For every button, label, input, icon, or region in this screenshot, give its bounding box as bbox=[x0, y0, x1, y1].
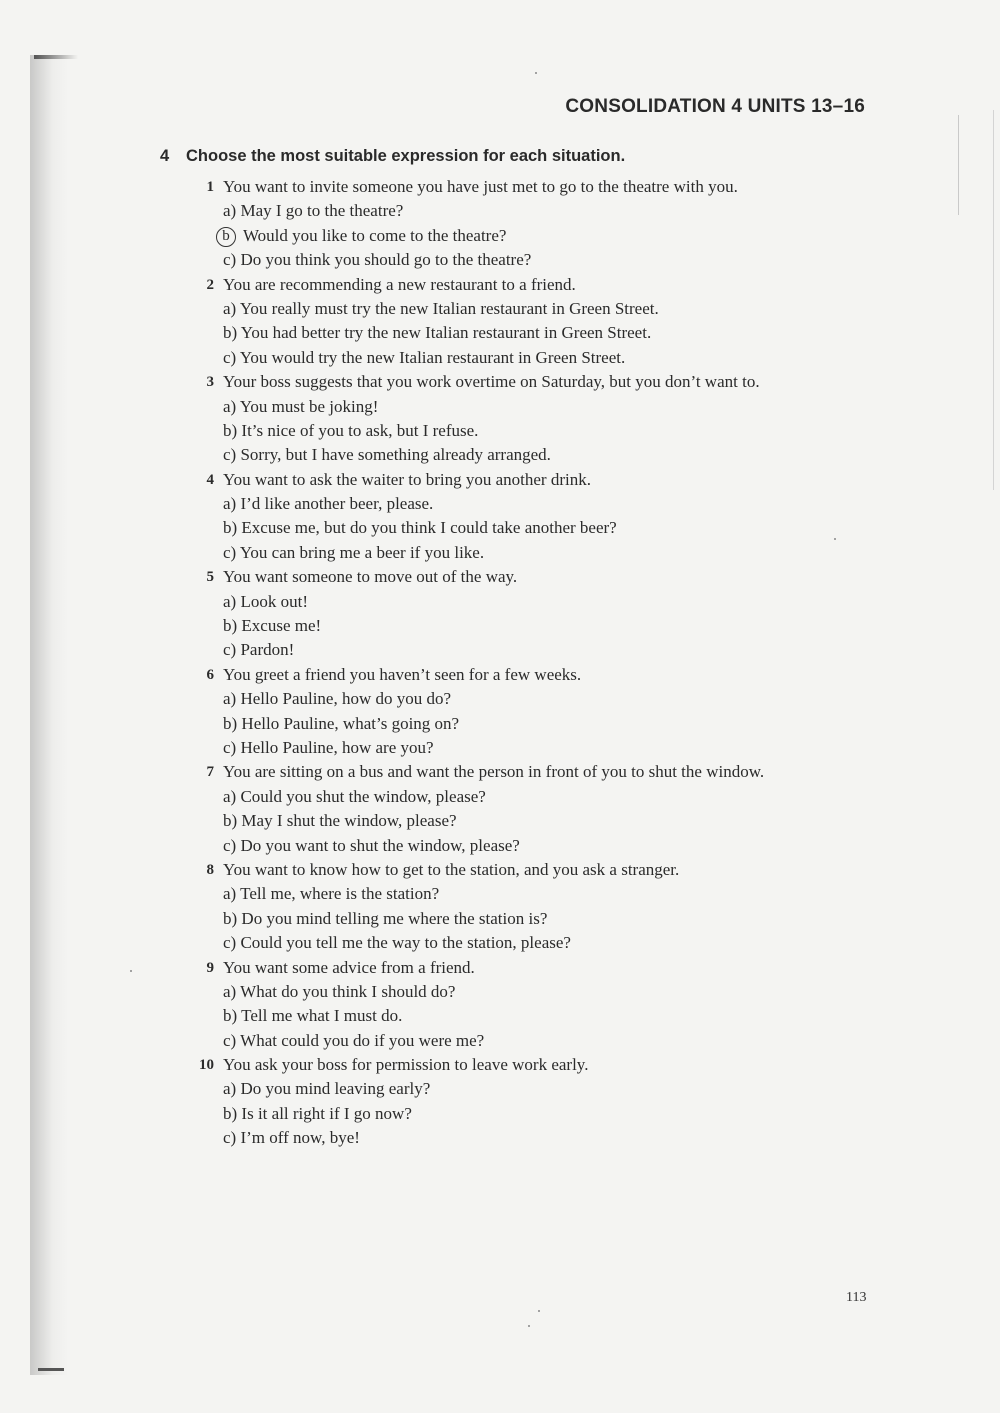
answer-option bbox=[223, 834, 520, 858]
option-text: You would try the new Italian restaurant in Green Street. bbox=[239, 347, 626, 367]
option-letter: c) bbox=[223, 542, 237, 562]
option-line bbox=[190, 541, 910, 565]
answer-option bbox=[223, 1102, 412, 1126]
option-line bbox=[190, 346, 910, 370]
option-line bbox=[190, 687, 910, 711]
question-item bbox=[190, 273, 910, 371]
question-text: You want to know how to get to the station, and you ask a stranger. bbox=[223, 859, 680, 879]
option-line bbox=[190, 736, 910, 760]
option-line bbox=[190, 395, 910, 419]
option-line bbox=[190, 492, 910, 516]
circled-answer-letter: b bbox=[216, 227, 236, 247]
exercise-number: 4 bbox=[160, 147, 170, 165]
answer-option bbox=[223, 687, 451, 711]
option-text: You really must try the new Italian restaurant in Green Street. bbox=[239, 298, 659, 318]
question-text: You are sitting on a bus and want the person in front of you to shut the window. bbox=[223, 762, 765, 782]
question-line bbox=[190, 1053, 910, 1077]
option-text: You must be joking! bbox=[239, 396, 379, 416]
answer-option bbox=[223, 199, 403, 223]
option-text: Do you mind leaving early? bbox=[240, 1079, 431, 1099]
option-letter: c) bbox=[223, 640, 237, 660]
answer-option bbox=[223, 248, 531, 272]
answer-option bbox=[223, 931, 571, 955]
option-letter: c) bbox=[223, 347, 237, 367]
option-text: Hello Pauline, what’s going on? bbox=[241, 713, 460, 733]
option-text: Hello Pauline, how are you? bbox=[240, 737, 434, 757]
option-line bbox=[190, 1126, 910, 1150]
question-list bbox=[190, 175, 910, 1151]
option-line bbox=[190, 1102, 910, 1126]
option-text: Do you think you should go to the theatre? bbox=[240, 250, 532, 270]
answer-option bbox=[223, 419, 478, 443]
option-text: It’s nice of you to ask, but I refuse. bbox=[241, 420, 479, 440]
option-line bbox=[190, 907, 910, 931]
question-item bbox=[190, 1053, 910, 1151]
option-letter: a) bbox=[223, 201, 237, 221]
question-text: You want to ask the waiter to bring you another drink. bbox=[223, 469, 591, 489]
exercise-instruction: Choose the most suitable expression for each situation. bbox=[186, 147, 626, 165]
question-number: 7 bbox=[206, 764, 214, 781]
option-text: Look out! bbox=[240, 591, 308, 611]
answer-option bbox=[223, 980, 455, 1004]
exercise-heading bbox=[160, 147, 625, 166]
question-line bbox=[190, 858, 910, 882]
answer-option bbox=[223, 492, 433, 516]
option-letter: b) bbox=[223, 1006, 238, 1026]
option-text: May I go to the theatre? bbox=[240, 201, 404, 221]
question-item bbox=[190, 858, 910, 956]
answer-option bbox=[223, 321, 651, 345]
question-item bbox=[190, 565, 910, 663]
option-text: What could you do if you were me? bbox=[240, 1030, 485, 1050]
question-line bbox=[190, 956, 910, 980]
question-item bbox=[190, 370, 910, 468]
option-line bbox=[190, 248, 910, 272]
option-text: Excuse me, but do you think I could take another beer? bbox=[241, 518, 617, 538]
answer-option bbox=[223, 1126, 360, 1150]
scan-margin-line bbox=[993, 110, 994, 490]
scan-edge-mark bbox=[38, 1368, 64, 1371]
option-text: Do you want to shut the window, please? bbox=[240, 835, 520, 855]
question-text: You want someone to move out of the way. bbox=[223, 567, 518, 587]
question-line bbox=[190, 370, 910, 394]
answer-option bbox=[223, 614, 321, 638]
option-line bbox=[190, 614, 910, 638]
question-number: 4 bbox=[206, 471, 214, 488]
option-line bbox=[190, 1077, 910, 1101]
option-line bbox=[190, 931, 910, 955]
option-line bbox=[190, 834, 910, 858]
option-text: You had better try the new Italian restaurant in Green Street. bbox=[240, 323, 652, 343]
answer-option bbox=[223, 1029, 484, 1053]
page-number: 113 bbox=[846, 1290, 867, 1305]
option-text: What do you think I should do? bbox=[240, 981, 456, 1001]
option-line bbox=[190, 712, 910, 736]
question-number: 5 bbox=[206, 569, 214, 586]
option-letter: c) bbox=[223, 1030, 237, 1050]
answer-option bbox=[223, 516, 617, 540]
answer-option bbox=[223, 882, 439, 906]
question-text: You ask your boss for permission to leave work early. bbox=[223, 1055, 589, 1075]
question-number: 10 bbox=[199, 1057, 214, 1074]
option-text: I’m off now, bye! bbox=[240, 1128, 360, 1148]
option-line bbox=[190, 590, 910, 614]
option-line bbox=[190, 516, 910, 540]
question-text: You want some advice from a friend. bbox=[223, 957, 475, 977]
option-line bbox=[190, 980, 910, 1004]
scan-speck bbox=[130, 970, 132, 972]
option-letter: a) bbox=[223, 494, 237, 514]
option-letter: b) bbox=[223, 420, 238, 440]
option-text: Would you like to come to the theatre? bbox=[242, 225, 507, 245]
option-text: Pardon! bbox=[240, 640, 295, 660]
scan-speck bbox=[538, 1310, 540, 1312]
option-letter: c) bbox=[223, 445, 237, 465]
option-line bbox=[190, 419, 910, 443]
option-letter: b) bbox=[223, 908, 238, 928]
question-item bbox=[190, 956, 910, 1054]
option-line bbox=[190, 297, 910, 321]
option-letter: b) bbox=[223, 1103, 238, 1123]
option-line bbox=[190, 638, 910, 662]
option-letter: b) bbox=[223, 616, 238, 636]
option-letter: a) bbox=[223, 884, 237, 904]
answer-option bbox=[223, 443, 551, 467]
question-item bbox=[190, 175, 910, 273]
scan-margin-line bbox=[958, 115, 959, 215]
option-text: Do you mind telling me where the station is? bbox=[241, 908, 548, 928]
question-item bbox=[190, 663, 910, 761]
scan-binding-shadow bbox=[30, 55, 68, 1375]
question-item bbox=[190, 468, 910, 566]
question-text: Your boss suggests that you work overtime on Saturday, but you don’t want to. bbox=[223, 372, 760, 392]
option-text: May I shut the window, please? bbox=[241, 811, 457, 831]
question-item bbox=[190, 760, 910, 858]
answer-option bbox=[223, 638, 294, 662]
option-line bbox=[190, 882, 910, 906]
option-text: I’d like another beer, please. bbox=[240, 494, 434, 514]
page-header: CONSOLIDATION 4 UNITS 13–16 bbox=[565, 96, 865, 117]
option-line bbox=[190, 785, 910, 809]
option-text: Tell me, where is the station? bbox=[240, 884, 440, 904]
option-line bbox=[190, 224, 910, 248]
option-letter: a) bbox=[223, 689, 237, 709]
question-number: 6 bbox=[206, 666, 214, 683]
option-line bbox=[190, 1004, 910, 1028]
answer-option bbox=[223, 907, 547, 931]
answer-option bbox=[223, 785, 486, 809]
answer-option bbox=[223, 1077, 430, 1101]
question-line bbox=[190, 760, 910, 784]
option-letter: b) bbox=[223, 518, 238, 538]
scan-edge-mark bbox=[34, 55, 78, 59]
question-number: 9 bbox=[206, 959, 214, 976]
option-letter: a) bbox=[223, 591, 237, 611]
option-text: Is it all right if I go now? bbox=[241, 1103, 412, 1123]
option-text: Excuse me! bbox=[241, 616, 322, 636]
option-letter: b) bbox=[223, 811, 238, 831]
option-text: Tell me what I must do. bbox=[241, 1006, 403, 1026]
question-number: 1 bbox=[206, 179, 214, 195]
option-letter: b) bbox=[223, 713, 238, 733]
answer-option bbox=[223, 541, 484, 565]
option-line bbox=[190, 443, 910, 467]
option-line bbox=[190, 1029, 910, 1053]
question-line bbox=[190, 468, 910, 492]
option-line bbox=[190, 809, 910, 833]
answer-option bbox=[223, 712, 459, 736]
answer-option bbox=[223, 736, 434, 760]
question-line bbox=[190, 175, 910, 199]
option-text: You can bring me a beer if you like. bbox=[239, 542, 485, 562]
option-text: Could you shut the window, please? bbox=[240, 786, 486, 806]
answer-option bbox=[223, 590, 308, 614]
answer-option bbox=[223, 224, 506, 248]
option-letter: a) bbox=[223, 396, 237, 416]
question-text: You are recommending a new restaurant to a friend. bbox=[223, 274, 576, 294]
option-text: Could you tell me the way to the station, please? bbox=[240, 933, 571, 953]
option-letter: c) bbox=[223, 835, 237, 855]
question-line bbox=[190, 663, 910, 687]
question-number: 3 bbox=[206, 374, 214, 391]
question-line bbox=[190, 565, 910, 589]
option-line bbox=[190, 199, 910, 223]
question-number: 8 bbox=[206, 861, 214, 878]
option-letter: c) bbox=[223, 250, 237, 270]
answer-option bbox=[223, 395, 378, 419]
answer-option bbox=[223, 1004, 402, 1028]
option-letter: c) bbox=[223, 737, 237, 757]
option-text: Sorry, but I have something already arranged. bbox=[240, 445, 551, 465]
answer-option bbox=[223, 346, 625, 370]
scan-speck bbox=[528, 1325, 530, 1327]
answer-option bbox=[223, 809, 457, 833]
question-text: You greet a friend you haven’t seen for a few weeks. bbox=[223, 664, 582, 684]
option-text: Hello Pauline, how do you do? bbox=[240, 689, 452, 709]
question-number: 2 bbox=[206, 276, 214, 293]
option-letter: a) bbox=[223, 1079, 237, 1099]
question-line bbox=[190, 273, 910, 297]
option-line bbox=[190, 321, 910, 345]
answer-option bbox=[223, 297, 659, 321]
scan-speck bbox=[535, 72, 537, 74]
option-letter: a) bbox=[223, 981, 237, 1001]
option-letter: c) bbox=[223, 1128, 237, 1148]
option-letter: a) bbox=[223, 786, 237, 806]
option-letter: b) bbox=[223, 323, 238, 343]
option-letter: c) bbox=[223, 933, 237, 953]
question-text: You want to invite someone you have just met to go to the theatre with you. bbox=[223, 177, 738, 196]
option-letter: a) bbox=[223, 298, 237, 318]
